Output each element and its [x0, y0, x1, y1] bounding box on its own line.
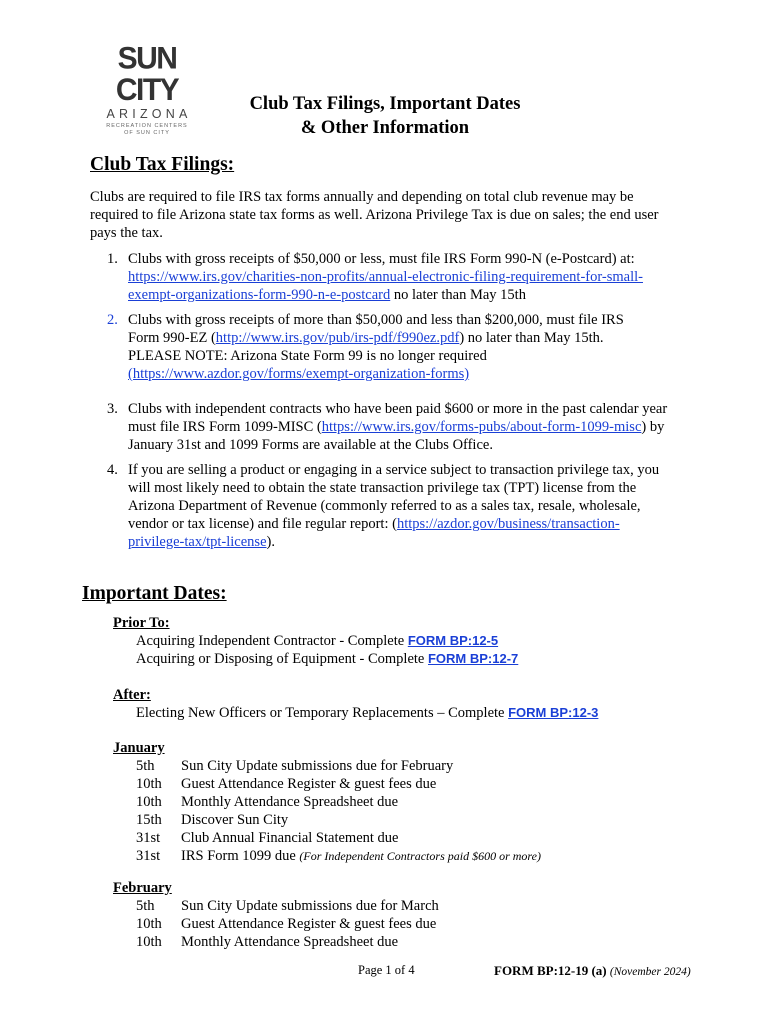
prior-line-2-text: Acquiring or Disposing of Equipment - Complete — [136, 651, 428, 667]
irs-1099-link[interactable]: https://www.irs.gov/forms-pubs/about-form-1099-misc — [321, 419, 642, 435]
jan-day-5: 31st — [136, 830, 161, 846]
after-label: After: — [113, 687, 151, 703]
item-1-text: Clubs with gross receipts of $50,000 or less, must file IRS Form 990-N (e-Postcard) at: — [128, 251, 635, 267]
item-2 — [128, 311, 648, 383]
feb-item-3: Monthly Attendance Spreadsheet due — [181, 934, 399, 950]
after-line-1 — [136, 704, 598, 722]
item-3-deadline: ) by January 31st and 1099 Forms are available at the Clubs Office. — [128, 419, 665, 453]
title-line-2: & Other Information — [300, 118, 470, 138]
item-1-deadline: no later than May 15th — [390, 287, 526, 303]
month-february: February — [113, 880, 172, 896]
month-january: January — [113, 740, 165, 756]
prior-line-2 — [136, 650, 518, 668]
document-title — [180, 92, 590, 140]
prior-to-label: Prior To: — [113, 615, 170, 631]
form-id: FORM BP:12-19 (a) — [494, 963, 610, 978]
jan-item-4: Discover Sun City — [181, 812, 289, 828]
item-3-number: 3. — [107, 401, 118, 417]
tax-intro: Clubs are required to file IRS tax forms annually and depending on total club revenue may be required to file Arizona state tax forms as well. Arizona Privilege Tax is due on sales; the end user pays the tax. — [90, 189, 659, 241]
important-dates-heading: Important Dates: — [82, 583, 227, 604]
logo-wordmark: SUN CITY — [115, 41, 179, 108]
jan-day-6: 31st — [136, 848, 161, 864]
jan-item-1: Sun City Update submissions due for February — [181, 758, 454, 774]
form-number — [494, 963, 691, 979]
logo-state: ARIZONA — [106, 107, 192, 121]
jan-item-3: Monthly Attendance Spreadsheet due — [181, 794, 399, 810]
feb-item-1: Sun City Update submissions due for March — [181, 898, 439, 914]
item-4-number: 4. — [107, 462, 118, 478]
item-4-end: ). — [266, 534, 275, 550]
irs-990ez-link[interactable]: http://www.irs.gov/pub/irs-pdf/f990ez.pdf — [215, 330, 460, 346]
item-1-number: 1. — [107, 251, 118, 267]
jan-item-2: Guest Attendance Register & guest fees due — [181, 776, 437, 792]
jan-day-4: 15th — [136, 812, 162, 828]
item-3-text: Clubs with independent contracts who have been paid $600 or more in the past calendar year must file IRS Form 1099-MISC ( — [128, 401, 668, 435]
jan-item-6-text: IRS Form 1099 due — [181, 848, 300, 864]
tax-filings-heading: Club Tax Filings: — [90, 154, 235, 175]
form-date: (November 2024) — [609, 966, 691, 978]
title-line-1: Club Tax Filings, Important Dates — [249, 94, 521, 114]
logo-tagline-2: OF SUN CITY — [124, 130, 170, 136]
feb-item-2: Guest Attendance Register & guest fees due — [181, 916, 437, 932]
irs-990n-link[interactable]: https://www.irs.gov/charities-non-profits/annual-electronic-filing-requirement-for-small- exempt-organizations-form-990-n-e-postcard — [128, 269, 643, 303]
jan-day-2: 10th — [136, 776, 162, 792]
item-1 — [128, 250, 658, 304]
item-2-text: Clubs with gross receipts of more than $50,000 and less than $200,000, must file IRS Form 990-EZ ( — [128, 312, 624, 346]
prior-line-1-text: Acquiring Independent Contractor - Complete — [136, 633, 408, 649]
prior-line-1 — [136, 632, 498, 650]
jan-item-6-note: (For Independent Contractors paid $600 or more) — [299, 849, 541, 863]
jan-item-6 — [181, 847, 541, 865]
item-2-note: ) no later than May 15th. PLEASE NOTE: Arizona State Form 99 is no longer required — [128, 330, 604, 364]
item-3 — [128, 400, 668, 454]
logo-tagline-1: RECREATION CENTERS — [106, 123, 188, 129]
form-bp-12-5-link[interactable]: FORM BP:12-5 — [407, 633, 499, 648]
form-bp-12-7-link[interactable]: FORM BP:12-7 — [427, 651, 519, 666]
form-bp-12-3-link[interactable]: FORM BP:12-3 — [508, 705, 599, 720]
azdor-tpt-link[interactable]: https://azdor.gov/business/transaction-privilege-tax/tpt-license — [128, 516, 620, 550]
azdor-exempt-forms-link[interactable]: (https://www.azdor.gov/forms/exempt-organization-forms) — [128, 366, 470, 382]
feb-day-2: 10th — [136, 916, 162, 932]
item-4-text: If you are selling a product or engaging in a service subject to transaction privilege tax, you will most likely need to obtain the state transaction privilege tax (TPT) license from the Arizona Department of Revenue (commonly referred to as a sales tax, resale, wholesale, vendor or tax license) and file regular report: ( — [128, 462, 660, 532]
jan-item-5: Club Annual Financial Statement due — [181, 830, 399, 846]
jan-day-1: 5th — [136, 758, 155, 774]
feb-day-3: 10th — [136, 934, 162, 950]
item-4 — [128, 461, 663, 551]
after-line-1-text: Electing New Officers or Temporary Replacements – Complete — [136, 705, 509, 721]
item-2-number: 2. — [107, 312, 118, 328]
feb-day-1: 5th — [136, 898, 155, 914]
jan-day-3: 10th — [136, 794, 162, 810]
page-number: Page 1 of 4 — [358, 963, 415, 977]
